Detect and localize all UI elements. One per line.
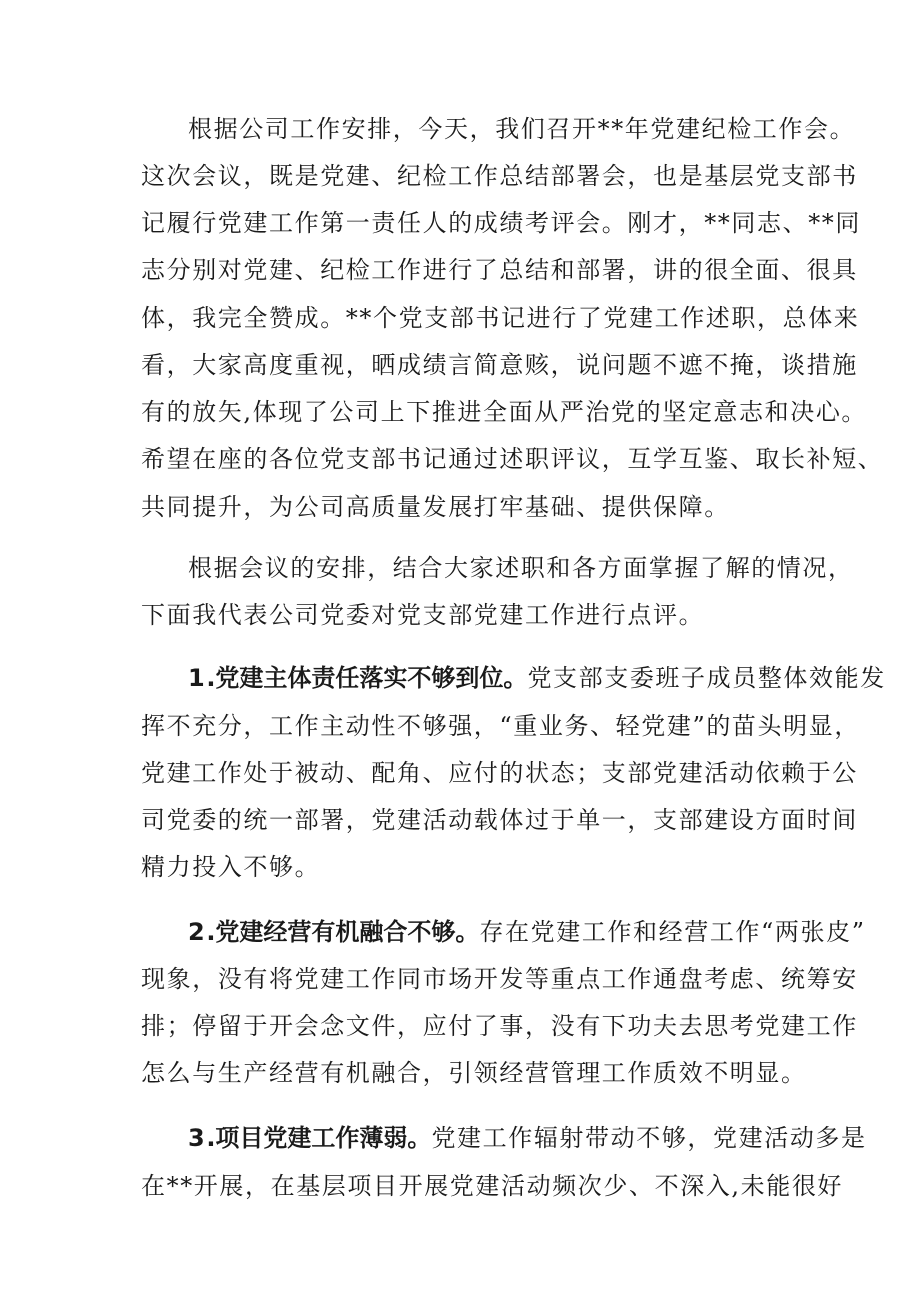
paragraph-2-line-2: 下面我代表公司党委对党支部党建工作进行点评。 — [141, 601, 705, 629]
paragraph-1-line-5: 体，我完全赞成。**个党支部书记进行了党建工作述职，总体来 — [141, 304, 860, 332]
paragraph-1-line-3: 记履行党建工作第一责任人的成绩考评会。刚才，**同志、**同 — [141, 209, 861, 237]
item-1-number: 1 — [188, 664, 207, 692]
item-2-line-3: 排；停留于开会念文件，应付了事，没有下功夫去思考党建工作 — [141, 1012, 858, 1040]
item-2-line-4: 怎么与生产经营有机融合，引领经营管理工作质效不明显。 — [141, 1059, 807, 1087]
paragraph-1-line-8: 希望在座的各位党支部书记通过述职评议，互学互鉴、取长补短、 — [141, 445, 884, 473]
item-3-line-2: 在**开展，在基层项目开展党建活动频次少、不深入,未能很好 — [141, 1172, 844, 1200]
item-1-first-line — [188, 663, 886, 693]
item-1-line-3: 党建工作处于被动、配角、应付的状态；支部党建活动依赖于公 — [141, 759, 858, 787]
item-1-line-5: 精力投入不够。 — [141, 853, 321, 881]
item-3-number: 3 — [188, 1124, 207, 1152]
item-2-first-line — [188, 917, 866, 947]
item-3-text: 党建工作辐射带动不够，党建活动多是 — [431, 1124, 867, 1152]
paragraph-1-line-6: 看，大家高度重视，晒成绩言简意赅，说问题不遮不掩，谈措施 — [141, 351, 858, 379]
paragraph-1-line-7: 有的放矢,体现了公司上下推进全面从严治党的坚定意志和决心。 — [141, 398, 868, 426]
item-2-number: 2 — [188, 918, 207, 946]
item-3-first-line — [188, 1123, 867, 1153]
item-2-heading: .党建经营有机融合不够。 — [206, 918, 480, 946]
item-1-line-2: 挥不充分，工作主动性不够强，“重业务、轻党建”的苗头明显， — [141, 712, 860, 740]
paragraph-1-line-1: 根据公司工作安排，今天，我们召开**年党建纪检工作会。 — [188, 115, 856, 143]
item-1-line-4: 司党委的统一部署，党建活动载体过于单一，支部建设方面时间 — [141, 806, 858, 834]
paragraph-2-line-1: 根据会议的安排，结合大家述职和各方面掌握了解的情况， — [188, 554, 854, 582]
item-3-heading: .项目党建工作薄弱。 — [206, 1124, 432, 1152]
item-2-line-2: 现象，没有将党建工作同市场开发等重点工作通盘考虑、统筹安 — [141, 965, 858, 993]
paragraph-1-line-9: 共同提升，为公司高质量发展打牢基础、提供保障。 — [141, 493, 730, 521]
paragraph-1-line-2: 这次会议，既是党建、纪检工作总结部署会，也是基层党支部书 — [141, 162, 858, 190]
paragraph-1-line-4: 志分别对党建、纪检工作进行了总结和部署，讲的很全面、很具 — [141, 256, 858, 284]
item-2-text: 存在党建工作和经营工作“两张皮” — [479, 918, 866, 946]
item-1-heading: .党建主体责任落实不够到位。 — [206, 664, 528, 692]
item-1-text: 党支部支委班子成员整体效能发 — [527, 664, 886, 692]
